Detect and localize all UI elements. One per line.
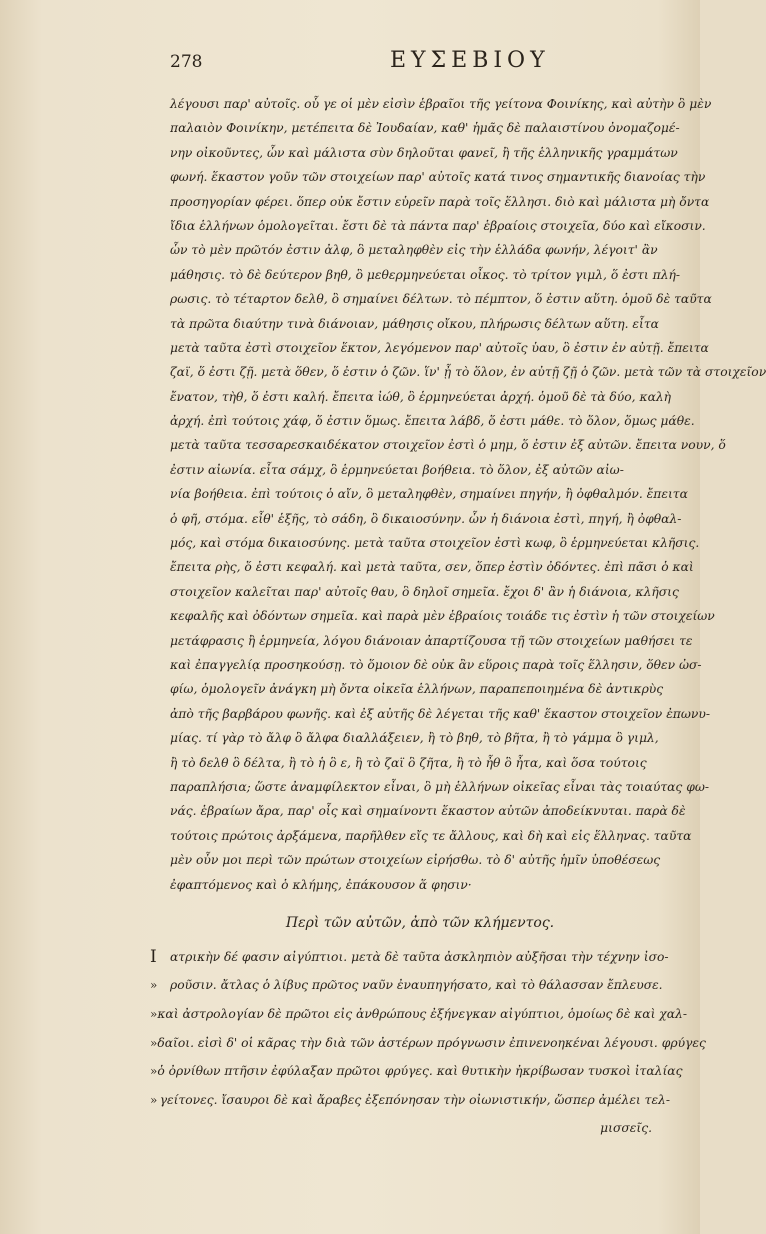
text-line: ἔπειτα ρὴς, ὅ ἐστι κεφαλή. καὶ μετὰ ταῦτα, σεν, ὅπερ ἐστὶν ὀδόντες. ἐπὶ πᾶσι ὁ καὶ [170, 560, 694, 575]
body-text [150, 92, 766, 1143]
text-line: λέγουσι παρ' αὐτοῖς. οὗ γε οἱ μὲν εἰσὶν ἑβραῖοι τῆς γείτονα Φοινίκης, καὶ αὐτὴν ὃ μὲν [170, 97, 712, 111]
text-line: μίας. τί γὰρ τὸ ἄλφ ὃ ἄλφα διαλλάξειεν, ἢ τὸ βηθ, τὸ βῆτα, ἢ τὸ γάμμα ὃ γιμλ, [170, 731, 659, 746]
text-line [150, 1000, 687, 1029]
text-line: ἔνατον, τὴθ, ὅ ἐστι καλή. ἔπειτα ἰώθ, ὃ ἑρμηνεύεται ἀρχή. ὁμοῦ δὲ τὰ δύο, καλὴ [170, 389, 672, 404]
text-line-content: ὁ ὀρνίθων πτῆσιν ἐφύλαξαν πρῶτοι φρύγες. καὶ θυτικὴν ἠκρίβωσαν τυσκοὶ ἰταλίας [157, 1064, 683, 1079]
text-line [150, 943, 670, 972]
margin-quote-mark: » [150, 1064, 158, 1079]
text-line-content: καὶ ἀστρολογίαν δὲ πρῶτοι εἰς ἀνθρώπους ἐξήνεγκαν αἰγύπτιοι, ὁμοίως δὲ καὶ χαλ- [157, 1007, 687, 1022]
text-line: ἀπὸ τῆς βαρβάρου φωνῆς. καὶ ἐξ αὐτῆς δὲ λέγεται τῆς καθ' ἕκαστον στοιχεῖον ἐπωνυ- [170, 706, 711, 721]
text-line-content: δαῖοι. εἰσὶ δ' οἱ κᾶρας τὴν διὰ τῶν ἀστέρων πρόγνωσιν ἐπινενοηκέναι λέγουσι. φρύγες [157, 1035, 706, 1050]
text-line: μὲν οὖν μοι περὶ τῶν πρώτων στοιχείων εἰρήσθω. τὸ δ' αὐτῆς ἡμῖν ὑποθέσεως [170, 853, 661, 868]
text-line [150, 1057, 683, 1086]
paragraph-main [170, 92, 766, 897]
text-line: παραπλήσια; ὥστε ἀναμφίλεκτον εἶναι, ὃ μὴ ἑλλήνων οἰκεῖας εἶναι τὰς τοιαύτας φω- [170, 779, 710, 794]
text-line-content: ροῦσιν. ἄτλας ὁ λίβυς πρῶτος ναῦν ἐναυπηγήσατο, καὶ τὸ θάλασσαν ἔπλευσε. [170, 978, 663, 993]
text-line: κεφαλῆς καὶ ὀδόντων σημεῖα. καὶ παρὰ μὲν ἑβραίοις τοιάδε τις ἐστὶν ἡ τῶν στοιχείων [170, 609, 715, 624]
text-line: ὁ φῆ, στόμα. εἶθ' ἑξῆς, τὸ σάδη, ὃ δικαιοσύνην. ὧν ἡ διάνοια ἐστὶ, πηγή, ἢ ὀφθαλ- [170, 511, 682, 526]
text-line: νην οἰκοῦντες, ὧν καὶ μάλιστα σὺν δηλοῦται φανεῖ, ἢ τῆς ἑλληνικῆς γραμμάτων [170, 145, 678, 160]
text-line-content: ατρικὴν δέ φασιν αἰγύπτιοι. μετὰ δὲ ταῦτα ἀσκληπιὸν αὐξῆσαι τὴν τέχνην ἰσο- [170, 949, 669, 964]
margin-quote-mark: » [150, 1035, 158, 1050]
text-line: τούτοις πρώτοις ἀρξάμενα, παρῆλθεν εἴς τε ἄλλους, καὶ δὴ καὶ εἰς ἕλληνας. ταῦτα [170, 828, 692, 843]
page-number: 278 [170, 52, 203, 72]
text-line [150, 1086, 670, 1115]
text-line: στοιχεῖον καλεῖται παρ' αὐτοῖς θαυ, ὃ δηλοῖ σημεῖα. ἔχοι δ' ἂν ἡ διάνοια, κλῆσις [170, 584, 679, 599]
text-line: ἐφαπτόμενος καὶ ὁ κλήμης, ἐπάκουσον ἅ φησιν· [170, 877, 472, 892]
text-line: μετάφρασις ἢ ἑρμηνεία, λόγου διάνοιαν ἀπαρτίζουσα τῇ τῶν στοιχείων μαθήσει τε [170, 633, 693, 648]
text-line: μισσεῖς. [600, 1121, 652, 1136]
text-line: μετὰ ταῦτα τεσσαρεσκαιδέκατον στοιχεῖον ἐστὶ ὁ μημ, ὅ ἐστιν ἐξ αὐτῶν. ἔπειτα νουν, ὅ [170, 438, 726, 453]
running-head: ΕΥΣΕΒΙΟΥ [390, 48, 550, 73]
text-line: μός, καὶ στόμα δικαιοσύνης. μετὰ ταῦτα στοιχεῖον ἐστὶ κωφ, ὃ ἑρμηνεύεται κλῆσις. [170, 536, 700, 551]
text-line: τὰ πρῶτα διαύτην τινὰ διάνοιαν, μάθησις οἴκου, πλήρωσις δέλτων αὕτη. εἶτα [170, 316, 659, 331]
text-line: προσηγορίαν φέρει. ὅπερ οὐκ ἔστιν εὑρεῖν παρὰ τοῖς ἕλλησι. διὸ καὶ μάλιστα μὴ ὄντα [170, 194, 710, 209]
text-line: ἀρχή. ἐπὶ τούτοις χάφ, ὅ ἐστιν ὅμως. ἔπειτα λάβδ, ὅ ἐστι μάθε. τὸ ὅλον, ὅμως μάθε. [170, 414, 695, 429]
text-line: καὶ ἐπαγγελίᾳ προσηκούσῃ. τὸ ὅμοιον δὲ οὐκ ἂν εὕροις παρὰ τοῖς ἕλλησιν, ὅθεν ὠσ- [170, 657, 702, 672]
text-line: παλαιὸν Φοινίκην, μετέπειτα δὲ Ἰουδαίαν, καθ' ἡμᾶς δὲ παλαιστίνου ὀνομαζομέ- [170, 121, 680, 136]
text-line: φίω, ὁμολογεῖν ἀνάγκη μὴ ὄντα οἰκεῖα ἑλλήνων, παραπεποιημένα δὲ ἀντικρὺς [170, 682, 664, 697]
text-line: νάς. ἑβραίων ἄρα, παρ' οἷς καὶ σημαίνοντι ἕκαστον αὐτῶν ἀποδείκνυται. παρὰ δὲ [170, 804, 686, 819]
margin-quote-mark: » [150, 1007, 158, 1022]
section-title: Περὶ τῶν αὐτῶν, ἀπὸ τῶν κλήμεντος. [285, 914, 555, 931]
drop-capital: Ι [150, 946, 157, 967]
text-line: ζαϊ, ὅ ἐστι ζῇ. μετὰ ὅθεν, ὅ ἐστιν ὁ ζῶν. ἵν' ᾖ τὸ ὅλον, ἐν αὐτῇ ζῇ ὁ ζῶν. μετὰ τῶν τὰ στοιχεῖον [170, 365, 766, 380]
text-line [150, 1029, 706, 1058]
margin-quote-mark: » [150, 1092, 158, 1107]
page-header [170, 48, 648, 82]
margin-quote-mark: » [150, 978, 158, 993]
text-line: νία βοήθεια. ἐπὶ τούτοις ὁ αἴν, ὃ μεταληφθὲν, σημαίνει πηγήν, ἢ ὀφθαλμόν. ἔπειτα [170, 487, 688, 502]
text-line: μάθησις. τὸ δὲ δεύτερον βηθ, ὃ μεθερμηνεύεται οἶκος. τὸ τρίτον γιμλ, ὅ ἐστι πλή- [170, 267, 681, 282]
text-line: ἢ τὸ δελθ ὃ δέλτα, ἢ τὸ ἡ ὃ ε, ἢ τὸ ζαϊ ὃ ζῆτα, ἢ τὸ ἦθ ὃ ἦτα, καὶ ὅσα τούτοις [170, 755, 647, 770]
text-line: μετὰ ταῦτα ἐστὶ στοιχεῖον ἕκτον, λεγόμενον παρ' αὐτοῖς ὑαυ, ὃ ἐστιν ἐν αὐτῇ. ἔπειτα [170, 340, 709, 355]
text-line-content: γείτονες. ἴσαυροι δὲ καὶ ἄραβες ἐξεπόνησαν τὴν οἰωνιστικήν, ὥσπερ ἀμέλει τελ- [159, 1092, 670, 1107]
text-line: φωνή. ἕκαστον γοῦν τῶν στοιχείων παρ' αὐτοῖς κατά τινος σημαντικῆς διανοίας τὴν [170, 170, 706, 185]
text-line [150, 971, 670, 1000]
paragraph-second [150, 943, 706, 1143]
text-line: ὧν τὸ μὲν πρῶτόν ἐστιν ἀλφ, ὃ μεταληφθὲν εἰς τὴν ἑλλάδα φωνήν, λέγοιτ' ἂν [170, 243, 658, 258]
text-line: ἴδια ἑλλήνων ὁμολογεῖται. ἔστι δὲ τὰ πάντα παρ' ἑβραίοις στοιχεῖα, δύο καὶ εἴκοσιν. [170, 218, 706, 233]
text-line: ἐστιν αἰωνία. εἶτα σάμχ, ὃ ἑρμηνεύεται βοήθεια. τὸ ὅλον, ἐξ αὐτῶν αἰω- [170, 462, 624, 477]
text-line: ρωσις. τὸ τέταρτον δελθ, ὃ σημαίνει δέλτων. τὸ πέμπτον, ὅ ἐστιν αὕτη. ὁμοῦ δὲ ταῦτα [170, 292, 712, 307]
